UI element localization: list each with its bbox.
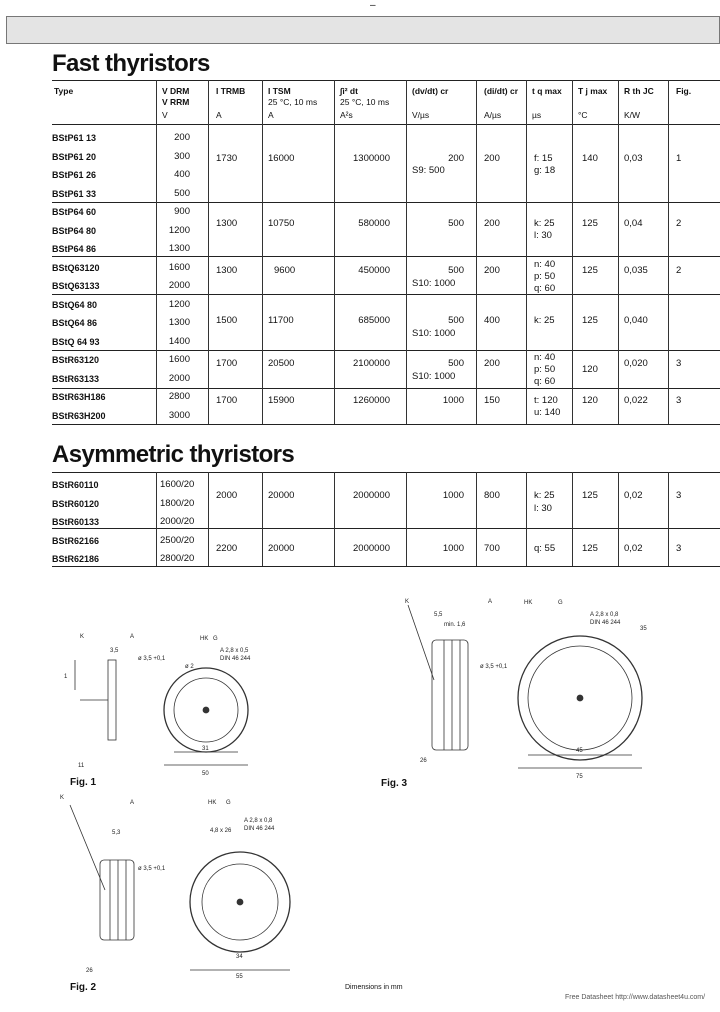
g1-rth: 0,03 (624, 153, 643, 164)
type-cell: BStP64 80 (52, 225, 97, 236)
hdr-i2dt: ∫i² dt (340, 86, 358, 96)
g6-itrmb: 1700 (216, 395, 238, 406)
g1-itsm: 16000 (268, 153, 295, 164)
voltage-cell: 2000/20 (160, 516, 195, 528)
fig1-side-body (108, 660, 116, 740)
voltage-cell: 2000 (168, 280, 190, 291)
type-cell: BStR60110 (52, 480, 99, 490)
fig2-dim5: DIN 46 244 (244, 826, 275, 832)
voltage-cell: 200 (174, 132, 190, 143)
a2-fig: 3 (676, 543, 682, 554)
g3-tq2: p: 50 (534, 271, 556, 282)
g2-tq2: l: 30 (534, 230, 552, 241)
g2-fig: 2 (676, 218, 682, 229)
fig3-dim2: min. 1,6 (444, 622, 466, 628)
g3-rth: 0,035 (624, 265, 648, 276)
fig2-hk-label: HK (208, 800, 217, 806)
hdr-i2dt-unit: A²s (340, 110, 353, 120)
fig3-leader (408, 605, 434, 680)
hdr-dvdt-unit: V/µs (412, 110, 430, 120)
fig1-height2: 1 (64, 674, 68, 680)
voltage-cell: 1600 (168, 261, 190, 273)
hdr-i2dt-cond: 25 °C, 10 ms (340, 97, 390, 107)
fig3-width1: 45 (576, 748, 583, 754)
fig2-dim2: 4,8 x 26 (210, 828, 232, 834)
fig3-hk-label: HK (524, 600, 533, 606)
a1-tj: 125 (582, 490, 598, 501)
voltage-cell: 1300 (168, 317, 190, 328)
g4-itrmb: 1500 (216, 315, 238, 326)
a1-didt: 800 (484, 490, 500, 501)
g5-i2dt: 2100000 (353, 358, 390, 369)
a2-i2dt: 2000000 (353, 543, 390, 554)
g2-tq1: k: 25 (534, 218, 555, 229)
g3-i2dt: 450000 (358, 265, 390, 276)
g5-dv2: S10: 1000 (412, 371, 456, 382)
hdr-itsm: I TSM (268, 86, 291, 96)
g2-rth: 0,04 (624, 218, 643, 229)
type-cell: BStR62166 (52, 535, 100, 546)
fig2-dim4: A 2,8 x 0,8 (244, 818, 273, 824)
col-rule (334, 80, 335, 424)
fig2-dim1: 5,3 (112, 830, 121, 836)
table-rule (52, 80, 720, 81)
hdr-vunit: V (162, 110, 168, 120)
table-rule (52, 202, 720, 203)
fig1-dim4: A 2,8 x 0,5 (220, 648, 249, 654)
g6-i2dt: 1260000 (353, 395, 390, 406)
voltage-cell: 2000 (168, 372, 190, 384)
voltage-cell: 1200 (168, 224, 190, 236)
fast-thyristors-title: Fast thyristors (52, 50, 210, 77)
g4-tj: 125 (582, 315, 598, 326)
voltage-cell: 1800/20 (160, 497, 195, 509)
type-cell: BStP61 33 (52, 188, 97, 199)
header-band (6, 16, 720, 44)
g5-tq3: q: 60 (534, 376, 556, 387)
voltage-cell: 300 (174, 150, 190, 162)
fig1-center (203, 707, 209, 713)
fig1-k-label: K (80, 634, 85, 640)
fig3-side-body (432, 640, 468, 750)
fig1-drawing (60, 630, 280, 780)
type-cell: BStR63H200 (52, 410, 106, 421)
fig2-height1: 26 (86, 968, 93, 974)
dimensions-note: Dimensions in mm (345, 984, 403, 991)
fig2-dim3: ø 3,5 +0,1 (138, 866, 166, 872)
hdr-itsm-unit: A (268, 110, 274, 120)
col-rule (668, 472, 669, 566)
type-cell: BStR60120 (52, 498, 100, 509)
fig1-g-label: G (213, 636, 218, 642)
fig2-a-label: A (130, 800, 135, 806)
hdr-tj: T j max (578, 86, 608, 96)
voltage-cell: 2500/20 (160, 534, 195, 546)
fig2-width2: 55 (236, 974, 243, 980)
col-rule (476, 80, 477, 424)
a2-tq1: q: 55 (534, 543, 556, 554)
g4-tq1: k: 25 (534, 315, 555, 326)
hdr-didt-unit: A/µs (484, 110, 502, 120)
g1-fig: 1 (676, 153, 682, 164)
hdr-type: Type (54, 86, 74, 96)
g6-fig: 3 (676, 395, 682, 406)
g2-dv1: 500 (448, 218, 464, 229)
g3-tq1: n: 40 (534, 259, 556, 270)
voltage-cell: 400 (174, 169, 190, 180)
g1-dv1: 200 (448, 153, 464, 164)
fig2-width1: 34 (236, 954, 243, 960)
voltage-cell: 3000 (168, 409, 190, 421)
fig1-dim3: ø 2 (185, 664, 194, 670)
g5-tj: 120 (582, 364, 598, 375)
col-rule (262, 472, 263, 566)
hdr-tq-unit: µs (532, 110, 542, 120)
hdr-vrrm: V RRM (162, 97, 190, 107)
col-rule (668, 80, 669, 424)
fig3-dim1: 5,5 (434, 612, 443, 618)
fig2-leader (70, 805, 105, 890)
hdr-tj-unit: °C (578, 110, 588, 120)
type-cell: BStQ63133 (52, 281, 100, 291)
voltage-column (156, 129, 190, 425)
type-cell: BStP61 13 (52, 133, 97, 143)
hdr-itsm-cond: 25 °C, 10 ms (268, 97, 318, 107)
table-rule (52, 388, 720, 389)
g2-i2dt: 580000 (358, 218, 390, 229)
footer-link[interactable]: Free Datasheet http://www.datasheet4u.com/ (565, 994, 706, 1001)
table-rule (52, 528, 720, 529)
voltage-cell: 1400 (168, 335, 190, 347)
hdr-didt: (di/dt) cr (484, 86, 518, 96)
table-rule (52, 472, 720, 473)
fig2-k-label: K (60, 795, 65, 801)
g6-tq1: t: 120 (534, 395, 558, 406)
voltage-cell: 500 (174, 187, 190, 199)
table-rule (52, 350, 720, 351)
voltage-cell: 1600/20 (160, 479, 195, 490)
voltage-cell: 1200 (168, 298, 190, 310)
type-cell: BStQ64 80 (52, 299, 98, 310)
hdr-itrmb: I TRMB (216, 86, 246, 96)
fig3-width2: 75 (576, 774, 583, 780)
col-rule (476, 472, 477, 566)
g5-dv1: 500 (448, 358, 464, 369)
asym-voltage-column (160, 476, 194, 569)
fig3-caption: Fig. 3 (381, 778, 408, 789)
fig3-dim4: A 2,8 x 0,8 (590, 612, 619, 618)
g4-didt: 400 (484, 315, 500, 326)
fig1-dim1: 3,5 (110, 648, 119, 654)
fig1-width1: 31 (202, 746, 209, 752)
a1-rth: 0,02 (624, 490, 643, 501)
col-rule (526, 80, 527, 424)
table-rule (52, 294, 720, 295)
fig1-hk-label: HK (200, 636, 209, 642)
fig1-dim2: ø 3,5 +0,1 (138, 656, 166, 662)
g2-itsm: 10750 (268, 218, 295, 229)
a2-dv1: 1000 (442, 543, 464, 554)
type-cell: BStP61 20 (52, 151, 97, 162)
g6-itsm: 15900 (268, 395, 295, 406)
a1-fig: 3 (676, 490, 682, 501)
top-mark: – (370, 0, 376, 11)
type-cell: BStR60133 (52, 517, 100, 528)
fig3-k-label: K (405, 599, 410, 605)
col-rule (262, 80, 263, 424)
hdr-tq: t q max (532, 86, 562, 96)
hdr-itrmb-unit: A (216, 110, 222, 120)
g1-didt: 200 (484, 153, 500, 164)
g3-fig: 2 (676, 265, 682, 276)
fig3-center (577, 695, 583, 701)
a2-rth: 0,02 (624, 543, 643, 554)
fig1-width2: 50 (202, 771, 209, 777)
g5-itsm: 20500 (268, 358, 295, 369)
a1-itrmb: 2000 (216, 490, 238, 501)
g6-dv1: 1000 (442, 395, 464, 406)
col-rule (572, 80, 573, 424)
g6-tq2: u: 140 (534, 407, 561, 418)
fig3-dim5: DIN 46 244 (590, 620, 621, 626)
fig1-dim5: DIN 46 244 (220, 656, 251, 662)
voltage-cell: 1600 (168, 354, 190, 365)
type-cell: BStP64 86 (52, 244, 97, 254)
hdr-fig: Fig. (676, 86, 692, 96)
type-cell: BStR63H186 (52, 392, 106, 402)
type-cell: BStQ 64 93 (52, 336, 100, 347)
fig3-height1: 26 (420, 758, 427, 764)
col-rule (208, 472, 209, 566)
g3-tj: 125 (582, 265, 598, 276)
g5-fig: 3 (676, 358, 682, 369)
col-rule (618, 80, 619, 424)
voltage-cell: 2800 (168, 391, 190, 402)
a2-tj: 125 (582, 543, 598, 554)
g5-rth: 0,020 (624, 358, 648, 369)
col-rule (526, 472, 527, 566)
g5-tq1: n: 40 (534, 352, 556, 363)
fig3-drawing (400, 600, 660, 780)
g3-itrmb: 1300 (216, 265, 238, 276)
voltage-cell: 900 (174, 206, 190, 217)
fig3-g-label: G (558, 600, 563, 606)
col-rule (572, 472, 573, 566)
type-cell: BStR62186 (52, 554, 100, 565)
type-cell: BStR63133 (52, 373, 100, 384)
g3-dv2: S10: 1000 (412, 278, 456, 289)
a1-tq1: k: 25 (534, 490, 555, 501)
g6-didt: 150 (484, 395, 500, 406)
g4-dv2: S10: 1000 (412, 328, 456, 339)
fig2-center (237, 899, 243, 905)
g5-tq2: p: 50 (534, 364, 556, 375)
hdr-rth: R th JC (624, 86, 654, 96)
g5-didt: 200 (484, 358, 500, 369)
type-column (52, 129, 106, 425)
g6-rth: 0,022 (624, 395, 648, 406)
g1-i2dt: 1300000 (353, 153, 390, 164)
g4-dv1: 500 (448, 315, 464, 326)
g3-didt: 200 (484, 265, 500, 276)
g2-tj: 125 (582, 218, 598, 229)
fig3-dim3: ø 3,5 +0,1 (480, 664, 508, 670)
fig1-height1: 11 (78, 763, 85, 769)
a2-didt: 700 (484, 543, 500, 554)
a1-itsm: 20000 (268, 490, 295, 501)
g5-itrmb: 1700 (216, 358, 238, 369)
g2-didt: 200 (484, 218, 500, 229)
g1-tj: 140 (582, 153, 598, 164)
col-rule (618, 472, 619, 566)
type-cell: BStQ64 86 (52, 318, 98, 328)
voltage-cell: 2800/20 (160, 553, 195, 565)
type-cell: BStQ63120 (52, 262, 100, 273)
type-cell: BStP64 60 (52, 207, 97, 217)
g1-itrmb: 1730 (216, 153, 238, 164)
g1-dv2: S9: 500 (412, 165, 445, 176)
fig2-g-label: G (226, 800, 231, 806)
col-rule (156, 472, 157, 566)
a1-i2dt: 2000000 (353, 490, 390, 501)
table-rule (52, 566, 720, 567)
a2-itsm: 20000 (268, 543, 295, 554)
g3-tq3: q: 60 (534, 283, 556, 294)
a1-tq2: l: 30 (534, 503, 552, 514)
g6-tj: 120 (582, 395, 598, 406)
fig1-caption: Fig. 1 (70, 777, 97, 788)
a1-dv1: 1000 (442, 490, 464, 501)
fig1-a-label: A (130, 634, 135, 640)
asym-type-column (52, 476, 99, 569)
g1-tq2: g: 18 (534, 165, 556, 176)
fig3-height2: 35 (640, 626, 647, 632)
col-rule (406, 80, 407, 424)
g4-i2dt: 685000 (358, 315, 390, 326)
g4-rth: 0,040 (624, 315, 648, 326)
fig2-caption: Fig. 2 (70, 982, 97, 993)
type-cell: BStP61 26 (52, 170, 97, 180)
col-rule (208, 80, 209, 424)
table-rule (52, 424, 720, 425)
fig2-drawing (60, 795, 290, 980)
type-cell: BStR63120 (52, 355, 100, 365)
hdr-dvdt: (dv/dt) cr (412, 86, 449, 96)
asymmetric-thyristors-title: Asymmetric thyristors (52, 441, 295, 468)
a2-itrmb: 2200 (216, 543, 238, 554)
hdr-vdrm: V DRM (162, 86, 190, 96)
fig2-side-body (100, 860, 134, 940)
table-rule (52, 256, 720, 257)
g4-itsm: 11700 (268, 315, 294, 326)
g3-itsm: 9600 (274, 265, 296, 276)
fig3-a-label: A (488, 599, 493, 605)
hdr-rth-unit: K/W (624, 110, 641, 120)
voltage-cell: 1300 (168, 243, 190, 254)
g3-dv1: 500 (448, 265, 464, 276)
table-rule (52, 124, 720, 125)
g2-itrmb: 1300 (216, 218, 238, 229)
g1-tq1: f: 15 (534, 153, 553, 164)
